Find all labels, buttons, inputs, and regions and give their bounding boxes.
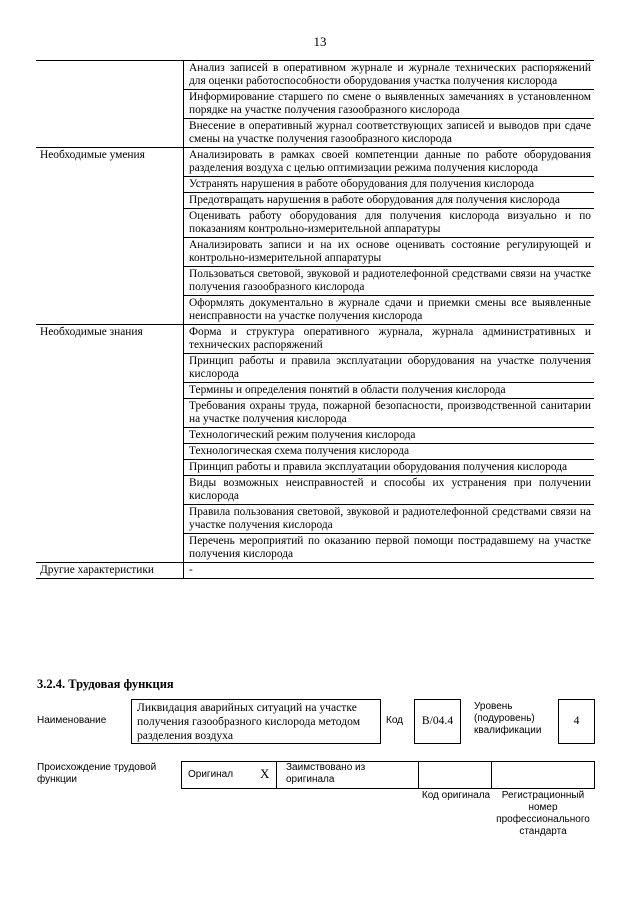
divider-1 xyxy=(276,762,277,788)
row-label: Необходимые умения xyxy=(36,148,184,325)
table-row xyxy=(36,148,594,177)
row-value: Перечень мероприятий по оказанию первой помощи пострадавшему на участке получения кислорода xyxy=(184,534,595,563)
row-value: Устранять нарушения в работе оборудования для получения кислорода xyxy=(184,177,595,193)
row-value: Технологический режим получения кислорода xyxy=(184,428,595,444)
row-value: Информирование старшего по смене о выявленных замечаниях в установленном порядке на участке получения газообразного кислорода xyxy=(184,90,595,119)
level-label: Уровень (подуровень) квалификации xyxy=(474,701,542,736)
row-label: Необходимые знания xyxy=(36,325,184,563)
reg-number-label: Регистрационный номер профессионального стандарта xyxy=(496,790,590,837)
divider-3 xyxy=(491,762,492,788)
row-value: Оценивать работу оборудования для получения кислорода визуально и по показаниям контрольно-измерительной аппаратуры xyxy=(184,209,595,238)
code-orig-label: Код оригинала xyxy=(421,790,491,801)
row-value: Термины и определения понятий в области получения кислорода xyxy=(184,383,595,399)
row-value: Оформлять документально в журнале сдачи и приемки смены все выявленные неисправности на участке получения кислорода xyxy=(184,296,595,325)
level-value: 4 xyxy=(573,714,580,727)
name-value: Ликвидация аварийных ситуаций на участке получения газообразного кислорода методом разделения воздуха xyxy=(137,701,361,742)
code-label: Код xyxy=(386,715,404,726)
level-box xyxy=(558,699,595,744)
original-label: Оригинал xyxy=(188,769,234,780)
row-label: Другие характеристики xyxy=(36,563,184,579)
table-row xyxy=(36,61,594,90)
code-value: B/04.4 xyxy=(421,714,454,727)
borrowed-label: Заимствовано из оригинала xyxy=(286,762,366,785)
row-label xyxy=(36,61,184,148)
row-value: Анализ записей в оперативном журнале и журнале технических распоряжений для оценки работоспособности оборудования участка получения кислорода xyxy=(184,61,595,90)
table-row xyxy=(36,325,594,354)
row-value: Принцип работы и правила эксплуатации оборудования на участке получения кислорода xyxy=(184,354,595,383)
page-number: 13 xyxy=(313,34,327,49)
row-value: Пользоваться световой, звуковой и радиотелефонной средствами связи на участке получения газообразного кислорода xyxy=(184,267,595,296)
row-value: Правила пользования световой, звуковой и радиотелефонной средствами связи на участке получения кислорода xyxy=(184,505,595,534)
section-title: 3.2.4. Трудовая функция xyxy=(37,677,174,691)
name-box xyxy=(131,699,381,744)
divider-2 xyxy=(418,762,419,788)
row-value: Предотвращать нарушения в работе оборудования для получения кислорода xyxy=(184,193,595,209)
origin-box xyxy=(181,761,595,789)
code-box xyxy=(414,699,461,744)
row-value: Форма и структура оперативного журнала, журнала административных и технических распоряжений xyxy=(184,325,595,354)
requirements-table xyxy=(36,60,594,579)
name-label: Наименование xyxy=(37,715,107,726)
original-mark: X xyxy=(260,766,270,781)
origin-label: Происхождение трудовой функции xyxy=(37,762,157,785)
row-value: Требования охраны труда, пожарной безопасности, производственной санитарии на участке получения кислорода xyxy=(184,399,595,428)
table-row xyxy=(36,563,594,579)
row-value: Анализировать в рамках своей компетенции данные по работе оборудования разделения воздуха с целью оптимизации режима получения кислорода xyxy=(184,148,595,177)
row-value: Виды возможных неисправностей и способы их устранения при получении кислорода xyxy=(184,476,595,505)
row-value: Принцип работы и правила эксплуатации оборудования получения кислорода xyxy=(184,460,595,476)
row-value: Внесение в оперативный журнал соответствующих записей и выводов при сдаче смены на участке получения газообразного кислорода xyxy=(184,119,595,148)
row-value: Технологическая схема получения кислорода xyxy=(184,444,595,460)
row-value: - xyxy=(184,563,595,579)
row-value: Анализировать записи и на их основе оценивать состояние регулирующей и контрольно-измерительной аппаратуры xyxy=(184,238,595,267)
